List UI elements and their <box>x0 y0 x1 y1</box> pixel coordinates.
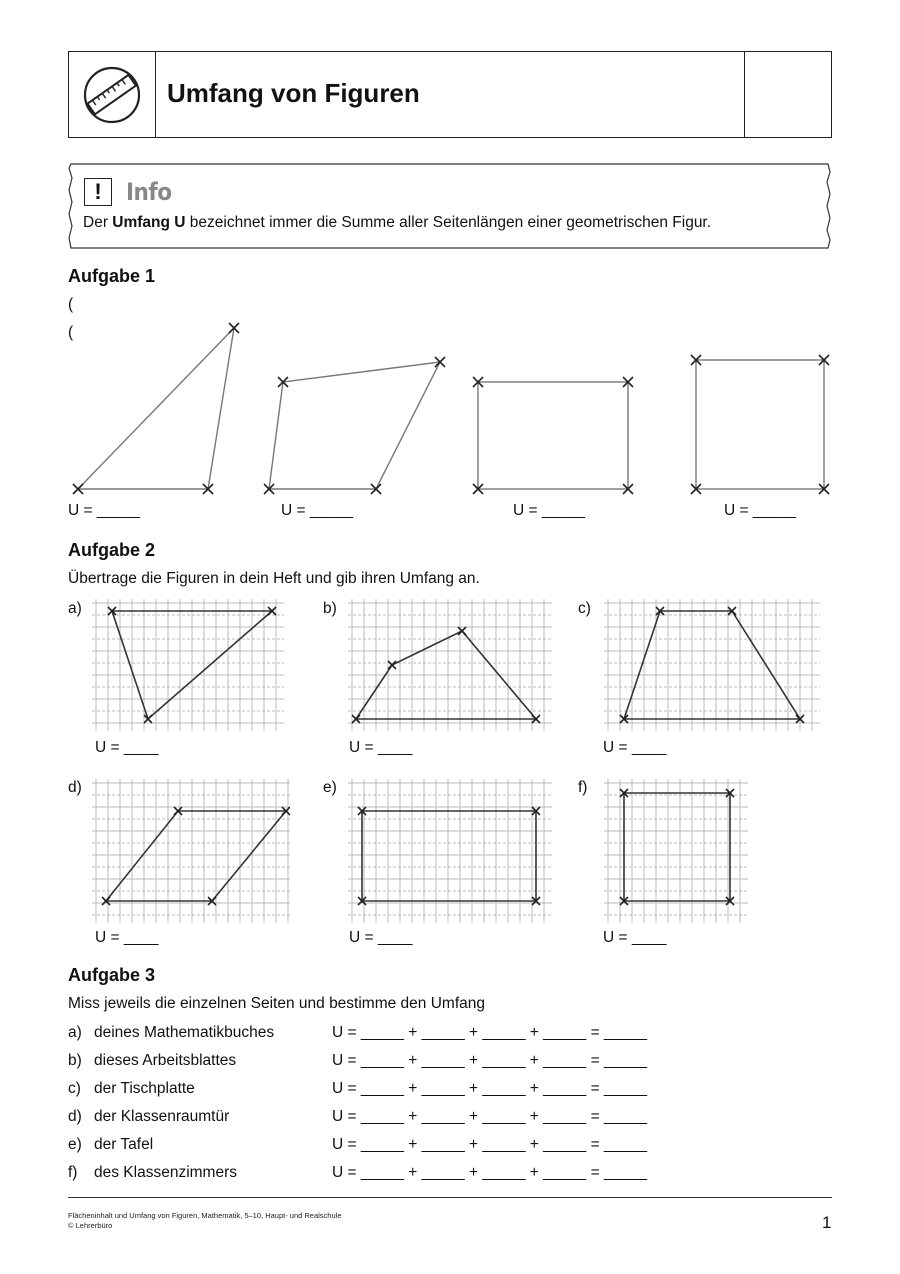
task1-line1: ( <box>68 296 74 313</box>
header-icon-cell <box>69 52 156 137</box>
task2-figure-d <box>102 807 290 905</box>
task3-row-letter: f) <box>68 1164 78 1181</box>
task3-title: Aufgabe 3 <box>68 965 156 985</box>
task2-figure-f <box>620 789 734 905</box>
footer-divider <box>68 1197 832 1198</box>
task2-letter-d: d) <box>68 779 82 796</box>
task2-answer-b: U = ____ <box>349 739 413 756</box>
task1-answer-3: U = _____ <box>513 502 585 519</box>
task3-row-letter: a) <box>68 1024 82 1041</box>
task1-answer-1: U = _____ <box>68 502 140 519</box>
task1-line2: ( <box>68 324 74 341</box>
task2-grid-b <box>348 599 552 731</box>
task1-parallelogram <box>264 357 445 494</box>
task3-row-item: deines Mathematikbuches <box>94 1024 275 1041</box>
footer-source: Flächeninhalt und Umfang von Figuren, Mathematik, 5–10, Haupt- und Realschule <box>68 1211 342 1220</box>
task3-instruction: Miss jeweils die einzelnen Seiten und bestimme den Umfang <box>68 995 485 1012</box>
task3-row-formula: U = _____ + _____ + _____ + _____ = _____ <box>332 1024 648 1041</box>
task1-answer-2: U = _____ <box>281 502 353 519</box>
task3-row-letter: b) <box>68 1052 82 1069</box>
task3-row-item: des Klassenzimmers <box>94 1164 237 1181</box>
task3-row-letter: c) <box>68 1080 81 1097</box>
task3-row-item: der Klassenraumtür <box>94 1108 230 1125</box>
task2-title: Aufgabe 2 <box>68 540 156 560</box>
task1-figures <box>0 315 900 505</box>
task2-grid-f <box>604 779 748 923</box>
task2-grid-e <box>348 779 552 923</box>
task2-figure-e <box>358 807 540 905</box>
task3-row-item: der Tischplatte <box>94 1080 195 1097</box>
task2-grid-c <box>604 599 820 731</box>
task2-grid-a <box>92 599 284 731</box>
task2-instruction: Übertrage die Figuren in dein Heft und gib ihren Umfang an. <box>68 570 480 587</box>
footer-copyright: © Lehrerbüro <box>68 1221 113 1230</box>
info-box <box>68 162 832 250</box>
task2-answer-c: U = ____ <box>603 739 667 756</box>
info-box-border <box>68 162 832 250</box>
task2-letter-e: e) <box>323 779 337 796</box>
header-box <box>68 51 832 138</box>
task3-row-formula: U = _____ + _____ + _____ + _____ = _____ <box>332 1136 648 1153</box>
task2-letter-b: b) <box>323 600 337 617</box>
info-title: Info <box>126 178 172 206</box>
task1-title: Aufgabe 1 <box>68 266 156 286</box>
task2-letter-c: c) <box>578 600 591 617</box>
exclamation-icon: ! <box>84 178 112 206</box>
page-number: 1 <box>822 1213 832 1232</box>
task3-row-formula: U = _____ + _____ + _____ + _____ = _____ <box>332 1108 648 1125</box>
task3-row-formula: U = _____ + _____ + _____ + _____ = _____ <box>332 1164 648 1181</box>
task3-row-item: der Tafel <box>94 1136 154 1153</box>
task1-square <box>691 355 829 494</box>
task2-letter-f: f) <box>578 779 588 796</box>
task1-triangle <box>73 323 239 494</box>
task2-answer-a: U = ____ <box>95 739 159 756</box>
task3-row-letter: e) <box>68 1136 82 1153</box>
task1-answer-4: U = _____ <box>724 502 796 519</box>
task3-row-formula: U = _____ + _____ + _____ + _____ = _____ <box>332 1080 648 1097</box>
ruler-icon <box>81 64 143 126</box>
header-empty-cell <box>744 52 831 137</box>
info-text: Der Umfang U bezeichnet immer die Summe aller Seitenlängen einer geometrischen Figur. <box>83 214 712 231</box>
task2-answer-f: U = ____ <box>603 929 667 946</box>
task2-answer-d: U = ____ <box>95 929 159 946</box>
task3-row-formula: U = _____ + _____ + _____ + _____ = _____ <box>332 1052 648 1069</box>
task2-answer-e: U = ____ <box>349 929 413 946</box>
task2-letter-a: a) <box>68 600 82 617</box>
task1-rectangle <box>473 377 633 494</box>
task3-row-letter: d) <box>68 1108 82 1125</box>
task2-grid-d <box>92 779 290 923</box>
page-title: Umfang von Figuren <box>167 78 420 108</box>
task3-row-item: dieses Arbeitsblattes <box>94 1052 237 1069</box>
